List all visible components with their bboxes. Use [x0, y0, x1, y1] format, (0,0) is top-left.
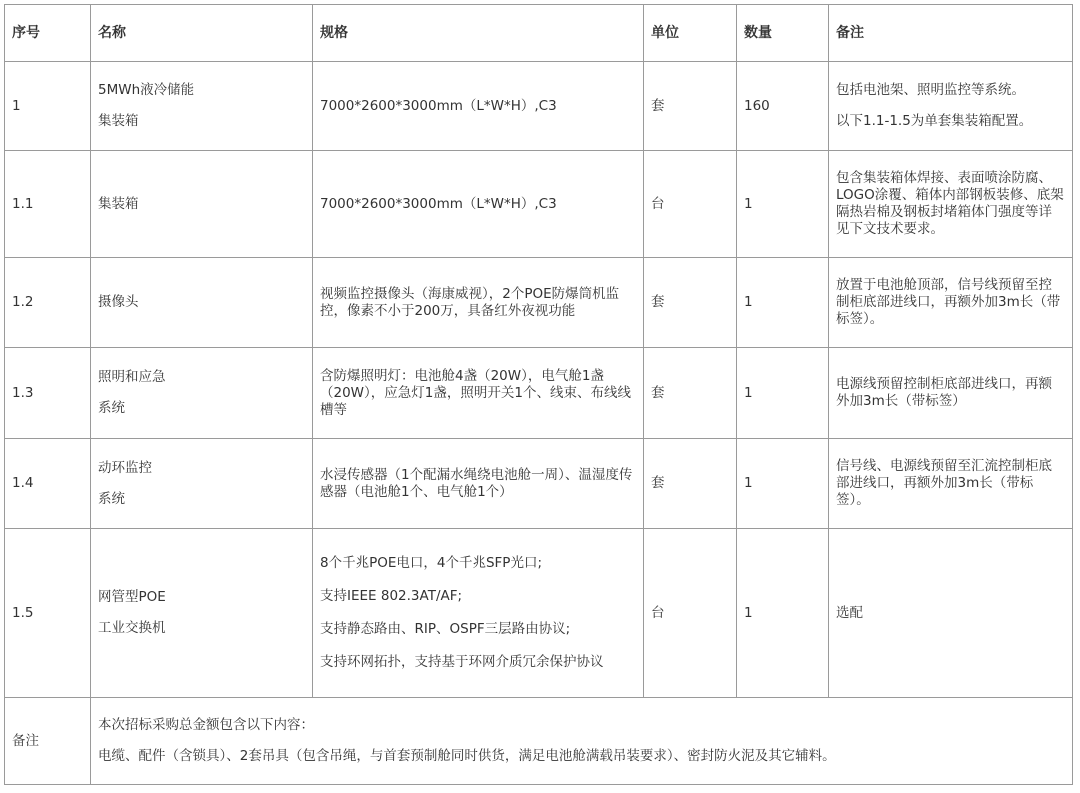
footer-content — [91, 698, 1073, 785]
name-line: 5MWh液冷储能 — [98, 82, 195, 98]
header-no: 序号 — [5, 5, 91, 62]
row-spec — [313, 529, 644, 698]
row-unit: 套 — [644, 439, 737, 529]
row-qty: 1 — [737, 439, 829, 529]
row-spec: 水浸传感器（1个配漏水绳绕电池舱一周）、温湿度传感器（电池舱1个、电气舱1个） — [313, 439, 644, 529]
footer-line: 本次招标采购总金额包含以下内容： — [98, 717, 314, 733]
row-name: 摄像头 — [91, 258, 313, 348]
row-name — [91, 439, 313, 529]
row-spec: 含防爆照明灯：电池舱4盏（20W），电气舱1盏（20W），应急灯1盏，照明开关1个、线束、布线线槽等 — [313, 348, 644, 439]
row-no: 1.1 — [5, 151, 91, 258]
name-line: 集装箱 — [98, 113, 139, 129]
row-name — [91, 348, 313, 439]
table-row — [5, 348, 1073, 439]
row-qty: 1 — [737, 529, 829, 698]
row-no: 1.3 — [5, 348, 91, 439]
table-header-row — [5, 5, 1073, 62]
row-remark: 选配 — [829, 529, 1073, 698]
row-remark — [829, 62, 1073, 151]
header-spec: 规格 — [313, 5, 644, 62]
row-remark: 电源线预留控制柜底部进线口，再额外加3m长（带标签） — [829, 348, 1073, 439]
row-remark: 信号线、电源线预留至汇流控制柜底部进线口，再额外加3m长（带标签）。 — [829, 439, 1073, 529]
row-unit: 套 — [644, 258, 737, 348]
procurement-table — [4, 4, 1073, 785]
spec-line: 8个千兆POE电口，4个千兆SFP光口; — [320, 555, 542, 571]
row-spec: 7000*2600*3000mm（L*W*H）,C3 — [313, 151, 644, 258]
footer-label: 备注 — [5, 698, 91, 785]
name-line: 动环监控 — [98, 459, 152, 476]
table-row — [5, 439, 1073, 529]
row-qty: 1 — [737, 348, 829, 439]
footer-row — [5, 698, 1073, 785]
row-name: 集装箱 — [91, 151, 313, 258]
row-no: 1.5 — [5, 529, 91, 698]
table-row — [5, 258, 1073, 348]
name-line: 系统 — [98, 490, 125, 507]
row-no: 1 — [5, 62, 91, 151]
remark-line: 以下1.1-1.5为单套集装箱配置。 — [836, 113, 1033, 129]
row-qty: 1 — [737, 151, 829, 258]
header-name: 名称 — [91, 5, 313, 62]
row-no: 1.2 — [5, 258, 91, 348]
spec-line: 支持静态路由、RIP、OSPF三层路由协议; — [320, 621, 571, 637]
header-unit: 单位 — [644, 5, 737, 62]
row-qty: 160 — [737, 62, 829, 151]
row-unit: 台 — [644, 151, 737, 258]
row-unit: 台 — [644, 529, 737, 698]
table-row — [5, 151, 1073, 258]
row-name — [91, 529, 313, 698]
row-unit: 套 — [644, 62, 737, 151]
row-qty: 1 — [737, 258, 829, 348]
name-line: 系统 — [98, 400, 125, 416]
table-row — [5, 62, 1073, 151]
row-no: 1.4 — [5, 439, 91, 529]
row-remark: 放置于电池舱顶部，信号线预留至控制柜底部进线口，再额外加3m长（带标签）。 — [829, 258, 1073, 348]
header-qty: 数量 — [737, 5, 829, 62]
header-remark: 备注 — [829, 5, 1073, 62]
row-name — [91, 62, 313, 151]
row-unit: 套 — [644, 348, 737, 439]
spec-line: 支持IEEE 802.3AT/AF; — [320, 588, 463, 604]
name-line: 照明和应急 — [98, 369, 166, 385]
name-line: 工业交换机 — [98, 620, 166, 636]
row-remark: 包含集装箱体焊接、表面喷涂防腐、LOGO涂覆、箱体内部钢板装修、底架隔热岩棉及钢板封堵箱体门强度等详见下文技术要求。 — [829, 151, 1073, 258]
name-line: 网管型POE — [98, 589, 166, 605]
table-row — [5, 529, 1073, 698]
spec-line: 支持环网拓扑，支持基于环网介质冗余保护协议 — [320, 654, 604, 670]
row-spec: 视频监控摄像头（海康威视），2个POE防爆筒机监控，像素不小于200万，具备红外夜视功能 — [313, 258, 644, 348]
footer-line: 电缆、配件（含锁具）、2套吊具（包含吊绳，与首套预制舱同时供货，满足电池舱满载吊装要求）、密封防火泥及其它辅料。 — [98, 748, 836, 764]
row-spec: 7000*2600*3000mm（L*W*H）,C3 — [313, 62, 644, 151]
remark-line: 包括电池架、照明监控等系统。 — [836, 82, 1025, 98]
